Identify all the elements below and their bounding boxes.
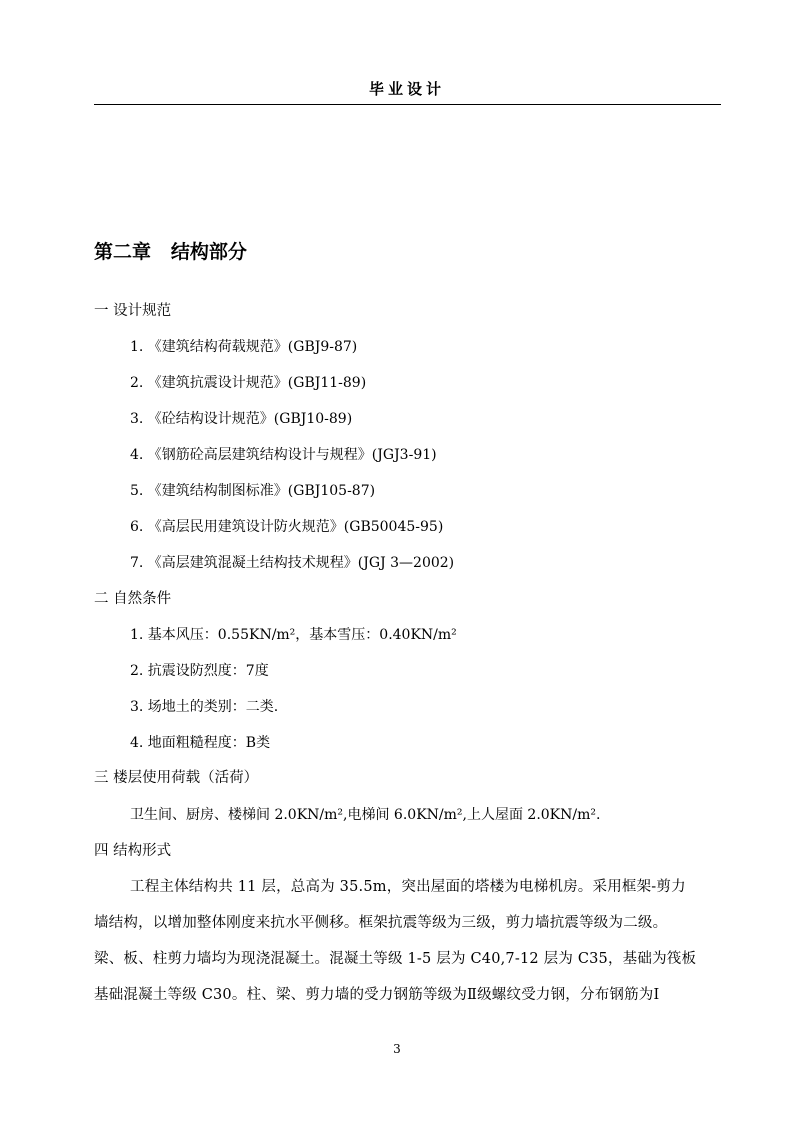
- paragraph-line: 工程主体结构共 11 层，总高为 35.5m，突出屋面的塔楼为电梯机房。采用框架-剪力: [130, 879, 686, 895]
- list-item: 3. 场地土的类别：二类.: [130, 699, 279, 715]
- list-item: 1. 基本风压：0.55KN/m²，基本雪压：0.40KN/m²: [130, 627, 457, 643]
- page-header-title: 毕业设计: [368, 80, 445, 98]
- list-item: 5. 《建筑结构制图标准》(GBJ105-87): [130, 483, 376, 499]
- list-item: 1. 《建筑结构荷载规范》(GBJ9-87): [130, 339, 358, 355]
- section-heading-floor-loads: 三 楼层使用荷载（活荷）: [94, 770, 259, 786]
- list-item: 7. 《高层建筑混凝土结构技术规程》(JGJ 3—2002): [130, 555, 455, 571]
- paragraph-line: 墙结构，以增加整体刚度来抗水平侧移。框架抗震等级为三级，剪力墙抗震等级为二级。: [94, 915, 668, 931]
- chapter-title: 第二章 结构部分: [94, 241, 247, 263]
- header-rule: [94, 104, 721, 105]
- floor-loads-text: 卫生间、厨房、楼梯间 2.0KN/m²,电梯间 6.0KN/m²,上人屋面 2.0KN/m².: [130, 807, 601, 823]
- list-item: 2. 抗震设防烈度：7度: [130, 663, 269, 679]
- paragraph-line: 基础混凝土等级 C30。柱、梁、剪力墙的受力钢筋等级为Ⅱ级螺纹受力钢，分布钢筋为Ⅰ: [94, 987, 660, 1003]
- section-heading-design-codes: 一 设计规范: [94, 303, 172, 319]
- page-number: 3: [393, 1042, 401, 1056]
- list-item: 2. 《建筑抗震设计规范》(GBJ11-89): [130, 375, 367, 391]
- list-item: 3. 《砼结构设计规范》(GBJ10-89): [130, 411, 353, 427]
- list-item: 4. 地面粗糙程度：B类: [130, 735, 271, 751]
- list-item: 4. 《钢筋砼高层建筑结构设计与规程》(JGJ3-91): [130, 447, 437, 463]
- paragraph-line: 梁、板、柱剪力墙均为现浇混凝土。混凝土等级 1-5 层为 C40,7-12 层为 C35，基础为筏板: [94, 951, 697, 967]
- section-heading-natural-conditions: 二 自然条件: [94, 591, 172, 607]
- list-item: 6. 《高层民用建筑设计防火规范》(GB50045-95): [130, 519, 444, 535]
- section-heading-structural-form: 四 结构形式: [94, 843, 172, 859]
